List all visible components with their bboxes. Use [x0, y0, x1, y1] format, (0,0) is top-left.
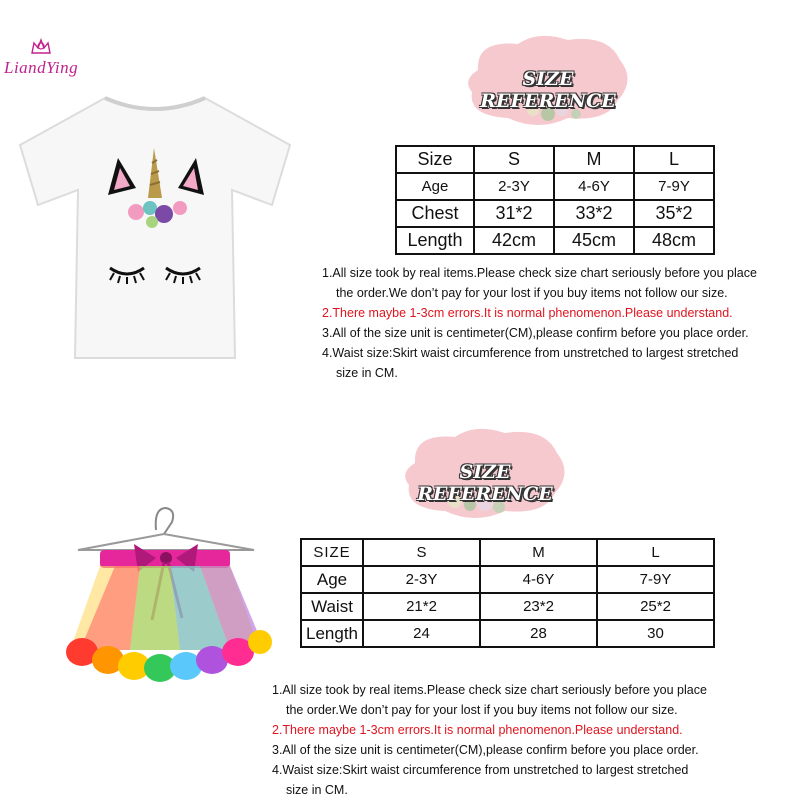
table-cell: 4-6Y	[554, 173, 634, 200]
badge-title: SIZE REFERENCE	[417, 461, 553, 505]
table-row	[301, 620, 714, 647]
table-cell: M	[480, 539, 597, 566]
table-cell: Age	[396, 173, 474, 200]
table-row	[396, 173, 714, 200]
table-cell: 21*2	[363, 593, 480, 620]
size-chart-table-top	[395, 145, 715, 255]
note-line: 4.Waist size:Skirt waist circumference from unstretched to largest stretched	[272, 763, 689, 777]
size-notes-bottom	[272, 680, 707, 800]
badge-title: SIZE REFERENCE	[480, 68, 616, 112]
table-cell: 45cm	[554, 227, 634, 254]
rainbow-tutu-skirt-image	[60, 500, 285, 700]
table-cell: L	[597, 539, 714, 566]
size-chart-table-bottom	[300, 538, 715, 648]
table-cell: Size	[396, 146, 474, 173]
table-cell: S	[474, 146, 554, 173]
table-cell: 48cm	[634, 227, 714, 254]
table-cell: Chest	[396, 200, 474, 227]
table-cell: 7-9Y	[634, 173, 714, 200]
note-line: size in CM.	[336, 366, 398, 380]
table-cell: 31*2	[474, 200, 554, 227]
table-cell: 7-9Y	[597, 566, 714, 593]
size-notes-top	[322, 263, 757, 383]
table-row	[396, 146, 714, 173]
table-row	[301, 566, 714, 593]
table-row	[301, 593, 714, 620]
table-cell: 33*2	[554, 200, 634, 227]
note-line: 4.Waist size:Skirt waist circumference from unstretched to largest stretched	[322, 346, 739, 360]
table-cell: Waist	[301, 593, 363, 620]
note-line: 3.All of the size unit is centimeter(CM),please confirm before you place order.	[322, 326, 749, 340]
table-cell: 42cm	[474, 227, 554, 254]
table-cell: 23*2	[480, 593, 597, 620]
size-reference-badge-top	[458, 30, 638, 140]
crown-icon	[30, 38, 52, 56]
table-cell: 25*2	[597, 593, 714, 620]
table-cell: Length	[301, 620, 363, 647]
table-cell: 30	[597, 620, 714, 647]
table-cell: 28	[480, 620, 597, 647]
table-cell: 2-3Y	[474, 173, 554, 200]
note-line-warning: 2.There maybe 1-3cm errors.It is normal phenomenon.Please understand.	[272, 723, 683, 737]
note-line: 1.All size took by real items.Please check size chart seriously before you place	[272, 683, 707, 697]
note-line: 3.All of the size unit is centimeter(CM),please confirm before you place order.	[272, 743, 699, 757]
table-row	[301, 539, 714, 566]
note-line: the order.We don’t pay for your lost if you buy items not follow our size.	[286, 703, 678, 717]
note-line: 1.All size took by real items.Please check size chart seriously before you place	[322, 266, 757, 280]
note-line: size in CM.	[286, 783, 348, 797]
unicorn-tshirt-image	[10, 90, 300, 365]
note-line-warning: 2.There maybe 1-3cm errors.It is normal phenomenon.Please understand.	[322, 306, 733, 320]
table-cell: 4-6Y	[480, 566, 597, 593]
table-cell: L	[634, 146, 714, 173]
table-cell: 35*2	[634, 200, 714, 227]
size-reference-badge-bottom	[395, 423, 575, 533]
note-line: the order.We don’t pay for your lost if you buy items not follow our size.	[336, 286, 728, 300]
table-cell: 2-3Y	[363, 566, 480, 593]
table-row	[396, 200, 714, 227]
table-cell: Length	[396, 227, 474, 254]
table-cell: 24	[363, 620, 480, 647]
brand-logo: LiandYing	[4, 58, 79, 77]
table-row	[396, 227, 714, 254]
table-cell: S	[363, 539, 480, 566]
table-cell: Age	[301, 566, 363, 593]
table-cell: M	[554, 146, 634, 173]
table-cell: SIZE	[301, 539, 363, 566]
